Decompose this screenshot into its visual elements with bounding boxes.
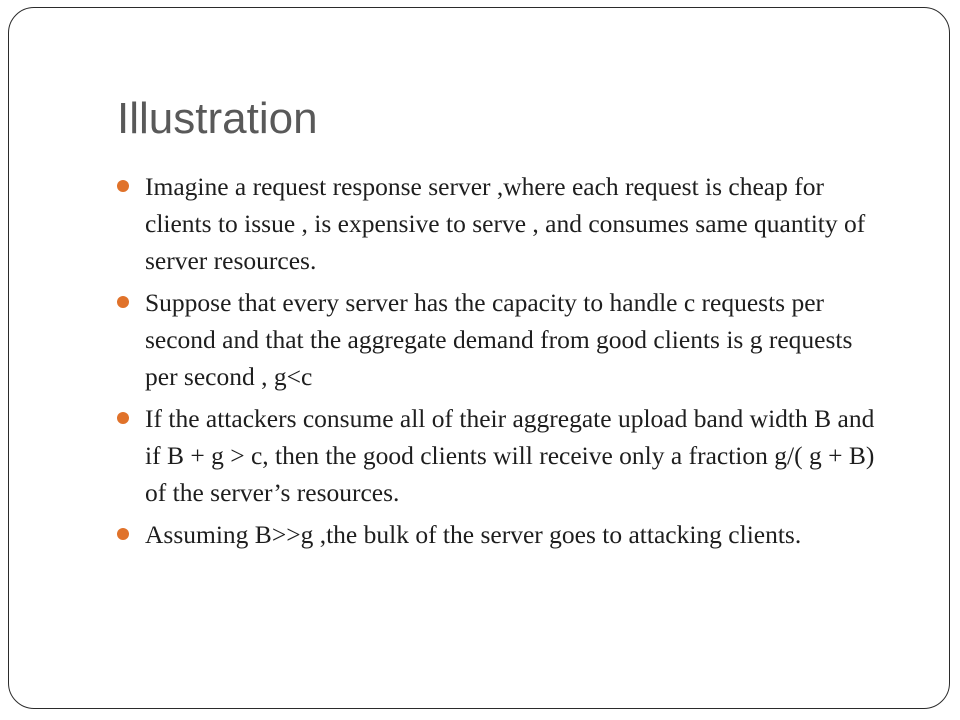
bullet-dot-icon — [117, 296, 129, 308]
bullet-text: Imagine a request response server ,where each request is cheap for clients to issue , is expensive to serve , and consumes same quantity of server resources. — [145, 172, 866, 275]
bullet-text: Suppose that every server has the capacity to handle c requests per second and that the aggregate demand from good clients is g requests per second , g<c — [145, 288, 853, 391]
slide-title: Illustration — [117, 94, 318, 143]
bullet-text: Assuming B>>g ,the bulk of the server goes to attacking clients. — [145, 520, 802, 549]
bullet-list — [117, 168, 887, 558]
bullet-dot-icon — [117, 180, 129, 192]
bullet-dot-icon — [117, 528, 129, 540]
bullet-text: If the attackers consume all of their aggregate upload band width B and if B + g > c, then the good clients will receive only a fraction g/( g + B) of the server’s resources. — [145, 404, 875, 507]
slide-frame — [8, 7, 950, 709]
bullet-item — [117, 400, 887, 511]
bullet-item — [117, 284, 887, 395]
bullet-dot-icon — [117, 412, 129, 424]
bullet-item — [117, 168, 887, 279]
bullet-item — [117, 516, 887, 553]
